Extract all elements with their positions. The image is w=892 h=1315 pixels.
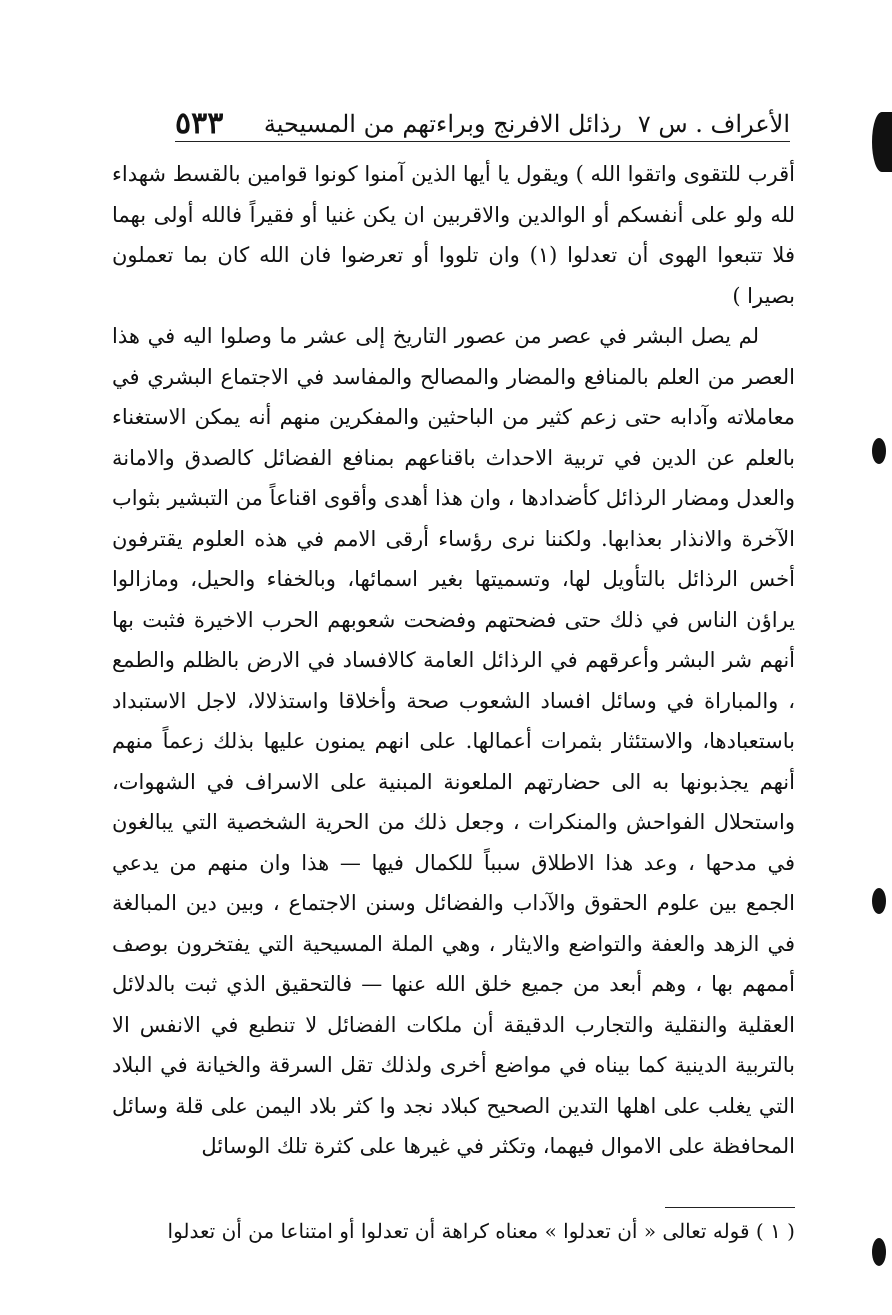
paragraph: أقرب للتقوى واتقوا الله ) ويقول يا أيها الذين آمنوا كونوا قوامين بالقسط شهداء لله ولو على أنفسكم أو الوالدين والاقربين ان يكن غنيا أو فقيراً فالله أولى بهما فلا تتبعوا الهوى أن تعدلوا (١) وان تلووا أو تعرضوا فان الله كان بما تعملون بصيرا ) bbox=[112, 162, 795, 308]
footnote-rule bbox=[665, 1207, 795, 1208]
scan-edge-mark bbox=[872, 112, 892, 172]
binding-hole-mark bbox=[872, 1238, 886, 1266]
body-text bbox=[112, 154, 795, 1167]
page-number: ٥٣٣ bbox=[175, 106, 224, 141]
header-rule bbox=[175, 141, 790, 142]
running-header bbox=[175, 92, 790, 140]
header-title: رذائل الافرنج وبراءتهم من المسيحية bbox=[263, 110, 622, 138]
binding-hole-mark bbox=[872, 888, 886, 914]
header-surah: الأعراف . س ٧ bbox=[637, 110, 790, 138]
footnote: ( ١ ) قوله تعالى « أن تعدلوا » معناه كراهة أن تعدلوا أو امتناعا من أن تعدلوا bbox=[167, 1219, 795, 1243]
paragraph: لم يصل البشر في عصر من عصور التاريخ إلى عشر ما وصلوا اليه في هذا العصر من العلم بالمنافع والمضار والمصالح والمفاسد في الاجتماع البشري في معاملاته وآدابه حتى زعم كثير من الباحثين والمفكرين منهم أنه يمكن الاستغناء بالعلم عن الدين في تربية الاحداث باقناعهم بمنافع الفضائل كالصدق والامانة والعدل ومضار الرذائل كأضدادها ، وان هذا أهدى وأقوى اقناعاً من التبشير بثواب الآخرة والانذار بعذابها. ولكننا نرى رؤساء أرقى الامم في هذه العلوم يقترفون أخس الرذائل بالتأويل لها، وتسميتها بغير اسمائها، وبالخفاء والحيل، ومازالوا يراؤن الناس في ذلك حتى فضحتهم وفضحت شعوبهم الحرب الاخيرة فثبت بها أنهم شر البشر وأعرقهم في الرذائل العامة كالافساد في الارض بالظلم والطمع ، والمباراة في وسائل افساد الشعوب صحة وأخلاقا واستذلالا، لاجل الاستبداد باستعبادها، والاستئثار بثمرات أعمالها. على انهم يمنون عليها بذلك زعماً منهم أنهم يجذبونها به الى حضارتهم الملعونة المبنية على الاسراف في الشهوات، واستحلال الفواحش والمنكرات ، وجعل ذلك من الحرية الشخصية التي يبالغون في مدحها ، وعد هذا الاطلاق سبباً للكمال فيها — هذا وان منهم من يدعي الجمع بين علوم الحقوق والآداب والفضائل وسنن الاجتماع ، وبين دين المبالغة في الزهد والعفة والتواضع والايثار ، وهي الملة المسيحية التي يفتخرون بوصف أممهم بها ، وهم أبعد من جميع خلق الله عنها — فالتحقيق الذي ثبت بالدلائل العقلية والنقلية والتجارب الدقيقة أن ملكات الفضائل لا تنطبع في الانفس الا بالتربية الدينية كما بيناه في مواضع أخرى ولذلك تقل السرقة والخيانة في البلاد التي يغلب على اهلها التدين الصحيح كبلاد نجد وا كثر بلاد اليمن على قلة وسائل المحافظة على الاموال فيهما، وتكثر في غيرها على كثرة تلك الوسائل bbox=[112, 324, 795, 1158]
binding-hole-mark bbox=[872, 438, 886, 464]
